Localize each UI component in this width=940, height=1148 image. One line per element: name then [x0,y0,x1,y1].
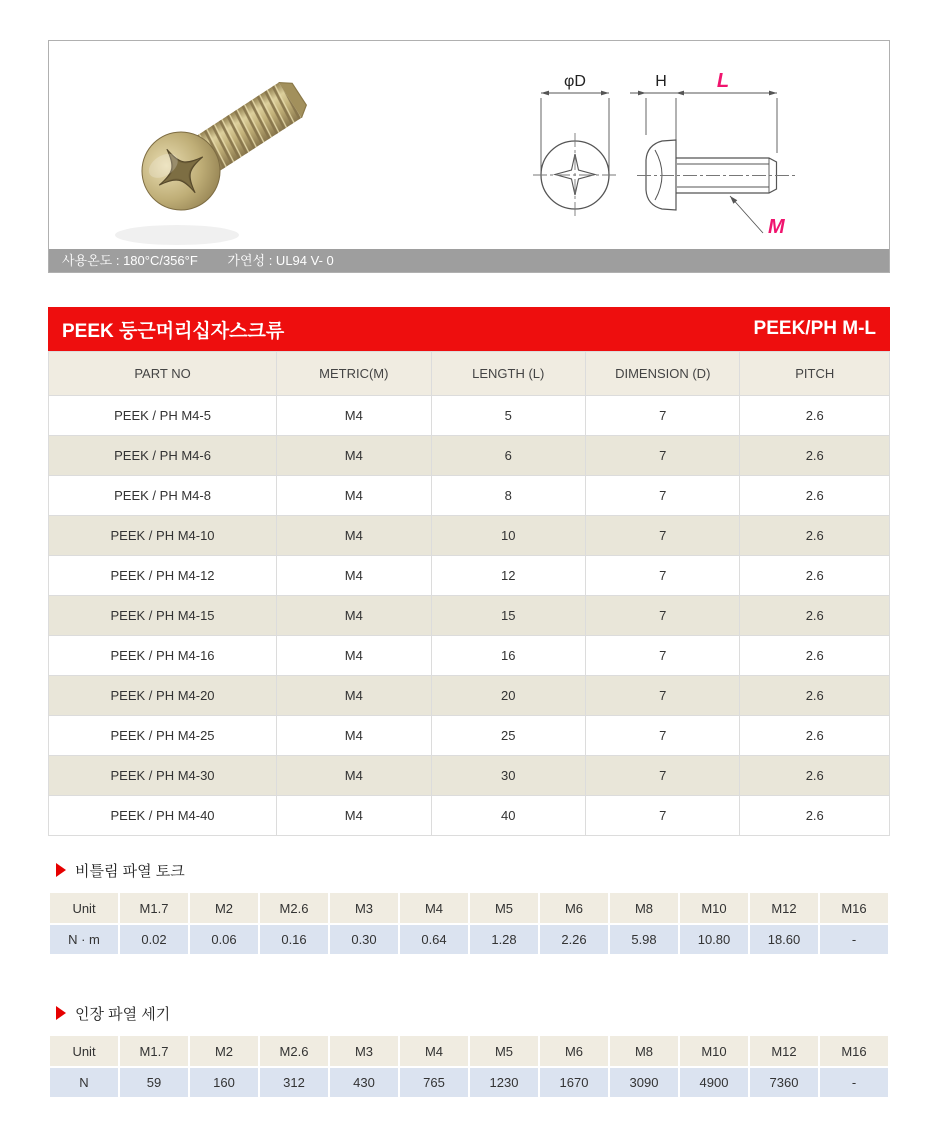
product-photo [59,53,389,263]
dim-label-length: L [716,70,730,92]
title-bar [48,307,890,351]
table-cell: 7 [586,396,740,436]
table-cell: 7 [586,796,740,836]
table-cell: 20 [431,676,585,716]
table-cell: 7 [586,676,740,716]
table-cell: 40 [431,796,585,836]
table-cell: 10.80 [679,924,749,955]
table-cell: 2.6 [740,636,890,676]
table-cell: 2.6 [740,556,890,596]
table-cell: 0.02 [119,924,189,955]
column-header: LENGTH (L) [431,352,585,396]
table-cell: 7 [586,756,740,796]
column-header: M5 [469,1035,539,1067]
table-cell: - [819,924,889,955]
part-code: PEEK/PH M-L [753,318,876,339]
table-cell: 7 [586,556,740,596]
technical-drawing [511,53,890,258]
table-cell: 1.28 [469,924,539,955]
column-header: Unit [49,1035,119,1067]
temperature-spec: 사용온도 : 180°C/356°F [62,253,198,268]
table-cell: PEEK / PH M4-30 [49,756,277,796]
table-cell: PEEK / PH M4-16 [49,636,277,676]
table-row [49,924,889,955]
table-cell: PEEK / PH M4-15 [49,596,277,636]
column-header: M8 [609,1035,679,1067]
table-cell: 0.30 [329,924,399,955]
table-cell: M4 [277,796,431,836]
column-header: Unit [49,892,119,924]
column-header: M2.6 [259,892,329,924]
table-cell: PEEK / PH M4-10 [49,516,277,556]
table-cell: M4 [277,756,431,796]
table-cell: 16 [431,636,585,676]
column-header: M4 [399,1035,469,1067]
table-cell: 7 [586,636,740,676]
caption-bar [49,249,889,272]
table-cell: 1230 [469,1067,539,1098]
column-header: M2 [189,892,259,924]
section-marker-icon [56,1006,66,1020]
catalog-page [48,0,890,1148]
table-cell: 312 [259,1067,329,1098]
product-title: PEEK 둥근머리십자스크류 [62,320,285,342]
column-header: M12 [749,892,819,924]
table-cell: 59 [119,1067,189,1098]
spec-table [48,351,890,836]
table-cell: M4 [277,556,431,596]
column-header: M3 [329,892,399,924]
table-cell: 765 [399,1067,469,1098]
table-row [49,596,890,636]
column-header: M5 [469,892,539,924]
table-cell: 0.16 [259,924,329,955]
column-header: M12 [749,1035,819,1067]
dim-label-metric: M [768,216,785,238]
table-cell: M4 [277,676,431,716]
flammability-spec: 가연성 : UL94 V- 0 [227,253,334,268]
table-cell: M4 [277,596,431,636]
table-cell: M4 [277,516,431,556]
table-cell: PEEK / PH M4-25 [49,716,277,756]
table-cell: PEEK / PH M4-20 [49,676,277,716]
table-row [49,1067,889,1098]
table-row [49,636,890,676]
column-header: M10 [679,892,749,924]
column-header: M16 [819,1035,889,1067]
table-cell: 2.6 [740,476,890,516]
table-row [49,436,890,476]
table-cell: 5.98 [609,924,679,955]
table-cell: 2.6 [740,676,890,716]
table-cell: 160 [189,1067,259,1098]
column-header: M10 [679,1035,749,1067]
table-cell: 2.6 [740,396,890,436]
table-row [49,396,890,436]
header-row [49,352,890,396]
table-cell: - [819,1067,889,1098]
column-header: M6 [539,1035,609,1067]
table-cell: 2.6 [740,516,890,556]
table-cell: N · m [49,924,119,955]
table-row [49,516,890,556]
tension-table [48,1034,890,1099]
table-row [49,756,890,796]
table-row [49,676,890,716]
header-row [49,892,889,924]
table-cell: 0.64 [399,924,469,955]
table-cell: 2.6 [740,796,890,836]
torsion-section-heading [56,860,185,880]
table-cell: 5 [431,396,585,436]
table-row [49,476,890,516]
table-cell: 7 [586,476,740,516]
table-cell: M4 [277,396,431,436]
table-cell: N [49,1067,119,1098]
torsion-table [48,891,890,956]
section-marker-icon [56,863,66,877]
column-header: METRIC(M) [277,352,431,396]
column-header: M1.7 [119,892,189,924]
table-row [49,716,890,756]
table-cell: PEEK / PH M4-5 [49,396,277,436]
table-cell: 4900 [679,1067,749,1098]
table-cell: 430 [329,1067,399,1098]
head-side-view [646,140,676,210]
table-cell: 2.6 [740,436,890,476]
column-header: M1.7 [119,1035,189,1067]
product-panel [48,40,890,273]
column-header: M8 [609,892,679,924]
table-cell: M4 [277,476,431,516]
section-heading-label: 인장 파열 세기 [75,1005,171,1023]
table-cell: 6 [431,436,585,476]
table-cell: 7 [586,596,740,636]
table-cell: PEEK / PH M4-40 [49,796,277,836]
table-cell: 2.26 [539,924,609,955]
table-cell: 10 [431,516,585,556]
table-cell: PEEK / PH M4-6 [49,436,277,476]
column-header: M16 [819,892,889,924]
table-cell: 7360 [749,1067,819,1098]
dim-label-head-height: H [655,73,667,90]
dim-label-diameter: φD [564,73,586,90]
table-cell: M4 [277,636,431,676]
table-cell: 15 [431,596,585,636]
photo-shadow [115,225,239,245]
table-cell: PEEK / PH M4-12 [49,556,277,596]
table-cell: 18.60 [749,924,819,955]
table-cell: M4 [277,716,431,756]
section-heading-label: 비틀림 파열 토크 [75,862,185,880]
column-header: PART NO [49,352,277,396]
column-header: M6 [539,892,609,924]
table-cell: 3090 [609,1067,679,1098]
table-cell: 2.6 [740,756,890,796]
table-cell: 7 [586,436,740,476]
tension-section-heading [56,1003,170,1023]
table-row [49,556,890,596]
table-cell: PEEK / PH M4-8 [49,476,277,516]
table-cell: M4 [277,436,431,476]
column-header: PITCH [740,352,890,396]
table-cell: 8 [431,476,585,516]
column-header: DIMENSION (D) [586,352,740,396]
table-cell: 7 [586,716,740,756]
table-cell: 12 [431,556,585,596]
table-cell: 30 [431,756,585,796]
table-cell: 25 [431,716,585,756]
table-cell: 2.6 [740,716,890,756]
table-cell: 1670 [539,1067,609,1098]
column-header: M2.6 [259,1035,329,1067]
column-header: M4 [399,892,469,924]
header-row [49,1035,889,1067]
table-cell: 0.06 [189,924,259,955]
column-header: M3 [329,1035,399,1067]
table-cell: 7 [586,516,740,556]
table-cell: 2.6 [740,596,890,636]
column-header: M2 [189,1035,259,1067]
table-row [49,796,890,836]
